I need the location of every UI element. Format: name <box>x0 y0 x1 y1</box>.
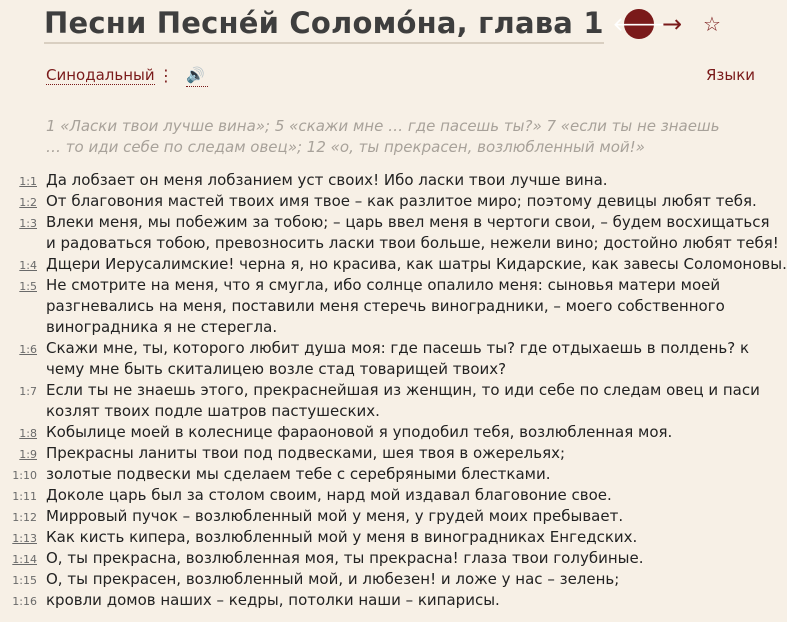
verse-text: Кобылице моей в колеснице фараоновой я уподобил тебя, возлюбленная моя. <box>46 423 673 441</box>
verse-row <box>0 338 750 380</box>
verse-text: Дщери Иерусалимские! черна я, но красива, как шатры Кидарские, как завесы Соломоновы. <box>46 255 787 273</box>
verse-number[interactable]: 1:1 <box>19 175 37 188</box>
verse-number[interactable]: 1:2 <box>19 196 37 209</box>
verse-number[interactable]: 1:5 <box>19 280 37 293</box>
verse-row <box>0 212 779 254</box>
verse-text: Прекрасны ланиты твои под подвесками, шея твоя в ожерельях; <box>46 444 566 462</box>
star-icon: ☆ <box>703 12 721 36</box>
verse-row <box>0 422 732 443</box>
verse-number: 1:7 <box>19 385 37 398</box>
verse-text: Как кисть кипера, возлюбленный мой у меня в виноградниках Енгедских. <box>46 528 638 546</box>
verse-row <box>0 485 732 506</box>
verse-text: От благовония мастей твоих имя твое – как разлитое миро; поэтому девицы любят тебя. <box>46 192 757 210</box>
languages-link[interactable]: Языки <box>706 66 756 84</box>
verse-text: чему мне быть скиталицею возле стад товарищей твоих? <box>46 360 507 378</box>
verse-text: Влеки меня, мы побежим за тобою; – царь ввел меня в чертоги свои, – будем восхищаться <box>46 213 770 231</box>
previous-chapter-button[interactable] <box>612 9 666 39</box>
verse-row <box>0 380 760 422</box>
verse-row <box>0 275 732 338</box>
verse-number: 1:12 <box>12 511 37 524</box>
arrow-left-icon: 🡐 <box>612 12 666 36</box>
verse-list <box>0 170 787 611</box>
verse-number: 1:11 <box>12 490 37 503</box>
verse-number[interactable]: 1:6 <box>19 343 37 356</box>
verse-number: 1:16 <box>12 595 37 608</box>
verse-row <box>0 191 757 212</box>
verse-text: Доколе царь был за столом своим, нард мой издавал благовоние свое. <box>46 486 612 504</box>
verse-text: золотые подвески мы сделаем тебе с серебряными блестками. <box>46 465 551 483</box>
verse-text: козлят твоих подле шатров пастушеских. <box>46 402 380 420</box>
verse-text: Мирровый пучок – возлюбленный мой у меня, у грудей моих пребывает. <box>46 507 624 525</box>
verse-number[interactable]: 1:4 <box>19 259 37 272</box>
more-options-icon[interactable]: ⋮ <box>158 66 174 85</box>
chapter-summary: 1 «Ласки твои лучше вина»; 5 «скажи мне … где пасешь ты?» 7 «если ты не знаешь … то иди себе по следам овец»; 12 «о, ты прекрасен, возлюбленный мой!» <box>46 117 720 156</box>
arrow-right-icon: → <box>661 10 683 38</box>
verse-number[interactable]: 1:3 <box>19 217 37 230</box>
speaker-icon[interactable]: 🔊 <box>186 66 208 87</box>
verse-row <box>0 590 732 611</box>
verse-row <box>0 506 732 527</box>
verse-row <box>0 464 732 485</box>
verse-number[interactable]: 1:14 <box>12 553 37 566</box>
verse-number[interactable]: 1:8 <box>19 427 37 440</box>
verse-number: 1:10 <box>12 469 37 482</box>
verse-text: Не смотрите на меня, что я смугла, ибо солнце опалило меня: сыновья матери моей <box>46 276 721 294</box>
verse-number[interactable]: 1:13 <box>12 532 37 545</box>
page-title: Песни Песне́й Соломо́на, глава 1 <box>44 6 604 44</box>
next-chapter-button[interactable] <box>658 10 686 38</box>
bookmark-button[interactable] <box>700 12 724 36</box>
verse-text: Если ты не знаешь этого, прекраснейшая из женщин, то иди себе по следам овец и паси <box>46 381 760 399</box>
translation-selector[interactable]: Синодальный <box>46 66 155 84</box>
verse-row <box>0 527 732 548</box>
reader-toolbar <box>46 66 756 90</box>
verse-row <box>0 254 787 275</box>
verse-text: Да лобзает он меня лобзанием уст своих! Ибо ласки твои лучше вина. <box>46 171 608 189</box>
verse-text: О, ты прекрасна, возлюбленная моя, ты прекрасна! глаза твои голубиные. <box>46 549 644 567</box>
verse-row <box>0 548 732 569</box>
verse-text: и радоваться тобою, превозносить ласки твои больше, нежели вино; достойно любят тебя! <box>46 234 779 252</box>
verse-text: О, ты прекрасен, возлюбленный мой, и любезен! и ложе у нас – зелень; <box>46 570 620 588</box>
verse-number[interactable]: 1:9 <box>19 448 37 461</box>
verse-text: разгневались на меня, поставили меня стеречь виноградники, – моего собственного <box>46 297 725 315</box>
verse-text: виноградника я не стерегла. <box>46 318 278 336</box>
verse-text: Скажи мне, ты, которого любит душа моя: где пасешь ты? где отдыхаешь в полдень? к <box>46 339 750 357</box>
page-header <box>44 6 732 50</box>
verse-text: кровли домов наших – кедры, потолки наши – кипарисы. <box>46 591 500 609</box>
verse-row <box>0 443 732 464</box>
verse-row <box>0 569 732 590</box>
verse-number: 1:15 <box>12 574 37 587</box>
verse-row <box>0 170 732 191</box>
